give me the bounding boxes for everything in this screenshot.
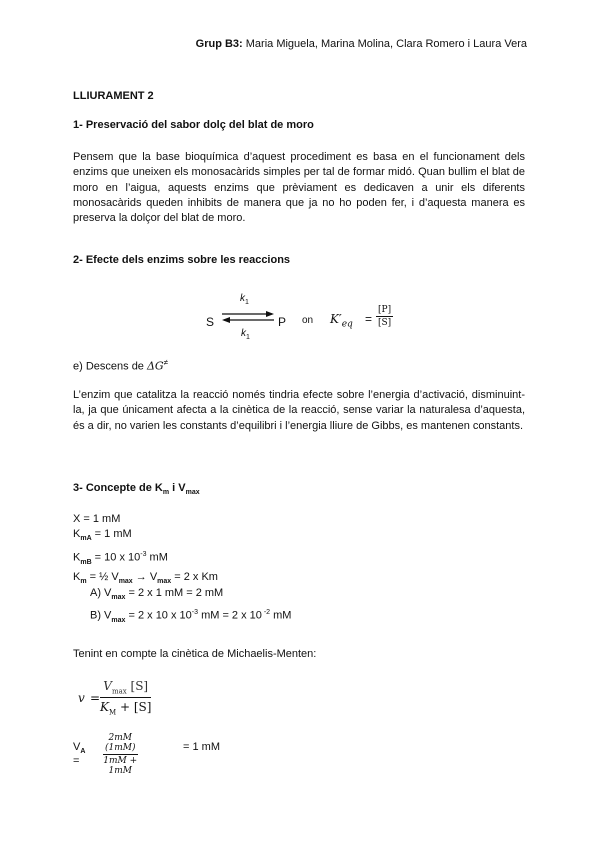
va-numerator: 2mM (1mM) bbox=[105, 733, 136, 753]
section-3-heading: 3- Concepte de $K_m$ i $V_{max}$ bbox=[73, 482, 200, 497]
keq-denominator: [S] bbox=[377, 318, 392, 328]
list-item-b: B) $V_{max} = 2$ x 10 x $10^{-3}$ mM = 2 x 10 $^{-2}$ mM bbox=[90, 609, 292, 625]
substrate-symbol: S bbox=[206, 315, 215, 329]
group-label: Grup B3: bbox=[195, 38, 243, 50]
keq-symbol: $K'_{eq}$ bbox=[330, 312, 353, 330]
def-kma: $K_{mA} = 1$ mM bbox=[73, 528, 132, 543]
on-word: on bbox=[302, 315, 314, 326]
section-2-paragraph: L’enzim que catalitza la reacció només tindria efecte sobre l’energia d’activació, disminuint-la, ja que únicament afecta a la cinètica de la reacció, sense variar la naturalesa d’aquesta, és a dir, no varien les constants d’equilibri i l’energia lliure de Gibbs, es mantenen constants. bbox=[73, 389, 525, 432]
va-label: $V_A$ = bbox=[73, 741, 86, 768]
authors: Maria Miguela, Marina Molina, Clara Romero i Laura Vera bbox=[242, 38, 527, 50]
forward-rate-constant: $k_1$ bbox=[240, 293, 249, 306]
mm-denominator: $K_M + [S]$ bbox=[100, 700, 152, 717]
equals-sign: = bbox=[365, 312, 373, 326]
va-fraction bbox=[103, 733, 138, 776]
document-title: LLIURAMENT 2 bbox=[73, 90, 154, 102]
section-2-heading: 2- Efecte dels enzims sobre les reaccions bbox=[73, 254, 291, 266]
michaelis-menten-intro: Tenint en compte la cinètica de Michaelis-Menten: bbox=[73, 648, 317, 660]
equilibrium-arrows-icon bbox=[220, 310, 276, 324]
mm-numerator: $V_{max}$ [S] bbox=[100, 679, 151, 698]
mm-fraction bbox=[100, 679, 151, 717]
section-1-paragraph: Pensem que la base bioquímica d’aquest procediment es basa en el funcionament dels enzims que uneixen els monosacàrids simples per tal de formar midó. Quan bullim el blat de moro en l’aigua, aquests enzims que prèviament es dedicaven a unir els diferents monosacàrids queden inhibits de manera que ja no ho poden fer, i d’aquesta manera es preserva la dolçor del blat de moro. bbox=[73, 151, 525, 225]
reaction-scheme bbox=[200, 288, 440, 348]
list-item-a: A) $V_{max} = 2$ x 1 mM = 2 mM bbox=[90, 587, 224, 602]
def-km: $K_m$ = ½ $V_{max} \to V_{max} = 2$ x Km bbox=[73, 570, 218, 586]
keq-fraction bbox=[376, 305, 393, 328]
va-denominator: 1mM + 1mM bbox=[103, 756, 138, 776]
def-kmb: $K_{mB} = 10$ x $10^{-3}$ mM bbox=[73, 550, 168, 566]
reverse-rate-constant: $k_1$ bbox=[241, 328, 250, 341]
vmax-list bbox=[90, 586, 291, 629]
item-e: e) Descens de ΔG≠ bbox=[73, 358, 169, 373]
section-1-heading: 1- Preservació del sabor dolç del blat de moro bbox=[73, 119, 314, 131]
va-result: = 1 mM bbox=[183, 741, 220, 753]
delta-g: ΔG bbox=[146, 359, 164, 373]
product-symbol: P bbox=[278, 315, 287, 329]
definitions-block bbox=[73, 512, 218, 589]
page-header bbox=[196, 38, 527, 50]
def-x: X = 1 mM bbox=[73, 513, 121, 525]
keq-numerator: [P] bbox=[378, 305, 392, 315]
michaelis-menten-equation bbox=[78, 679, 198, 721]
mm-equals: = bbox=[90, 691, 101, 705]
velocity-symbol: v bbox=[78, 691, 85, 705]
